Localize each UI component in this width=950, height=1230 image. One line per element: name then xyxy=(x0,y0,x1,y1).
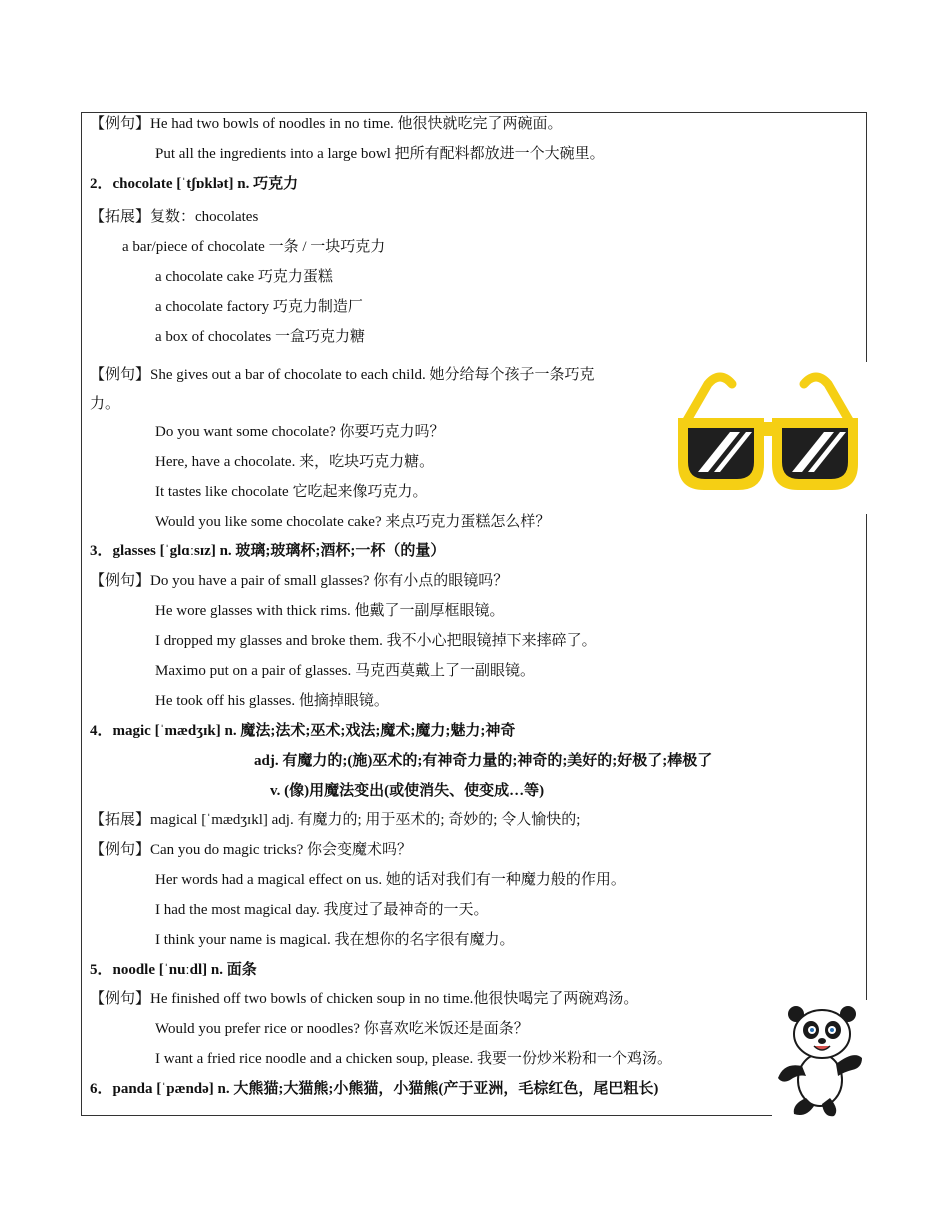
extension-line: a chocolate factory 巧克力制造厂 xyxy=(155,299,363,315)
example-line: He took off his glasses. 他摘掉眼镜。 xyxy=(155,693,389,709)
example-line: Put all the ingredients into a large bowl 把所有配料都放进一个大碗里。 xyxy=(155,146,605,162)
example-line: Her words had a magical effect on us. 她的话对我们有一种魔力般的作用。 xyxy=(155,872,626,888)
entry-heading-panda: 6．panda [ˈpændə] n. 大熊猫;大猫熊;小熊猫，小猫熊(产于亚洲，毛棕红色，尾巴粗长) xyxy=(90,1081,659,1097)
extension-line: 【拓展】magical [ˈmædʒɪkl] adj. 有魔力的; 用于巫术的; 奇妙的; 令人愉快的; xyxy=(90,812,581,828)
entry-heading-glasses: 3．glasses [ˈglɑːsɪz] n. 玻璃;玻璃杯;酒杯;一杯（的量） xyxy=(90,543,446,559)
example-line: I want a fried rice noodle and a chicken soup, please. 我要一份炒米粉和一个鸡汤。 xyxy=(155,1051,672,1067)
example-line: 【例句】He had two bowls of noodles in no time. 他很快就吃完了两碗面。 xyxy=(90,116,563,132)
definition-line: v. (像)用魔法变出(或使消失、使变成…等) xyxy=(270,783,545,799)
example-line: I think your name is magical. 我在想你的名字很有魔力。 xyxy=(155,932,515,948)
example-line: Maximo put on a pair of glasses. 马克西莫戴上了一副眼镜。 xyxy=(155,663,535,679)
example-line: Would you like some chocolate cake? 来点巧克力蛋糕怎么样？ xyxy=(155,514,551,530)
entry-heading-magic: 4．magic [ˈmædʒɪk] n. 魔法;法术;巫术;戏法;魔术;魔力;魅力;神奇 xyxy=(90,723,516,739)
entry-heading-chocolate: 2．chocolate [ˈtʃɒklət] n. 巧克力 xyxy=(90,176,299,192)
example-line: I dropped my glasses and broke them. 我不小心把眼镜掉下来摔碎了。 xyxy=(155,633,597,649)
sunglasses-icon xyxy=(668,362,868,514)
definition-line: adj. 有魔力的;(施)巫术的;有神奇力量的;神奇的;美好的;好极了;棒极了 xyxy=(254,753,713,769)
example-line: 力。 xyxy=(90,396,121,412)
extension-line: 【拓展】复数：chocolates xyxy=(90,209,259,225)
panda-icon xyxy=(772,1000,868,1118)
example-line: 【例句】Do you have a pair of small glasses? 你有小点的眼镜吗？ xyxy=(90,573,509,589)
extension-line: a box of chocolates 一盒巧克力糖 xyxy=(155,329,365,345)
example-line: 【例句】Can you do magic tricks? 你会变魔术吗？ xyxy=(90,842,413,858)
example-line: 【例句】He finished off two bowls of chicken soup in no time.他很快喝完了两碗鸡汤。 xyxy=(90,991,639,1007)
example-line: Here, have a chocolate. 来，吃块巧克力糖。 xyxy=(155,454,435,470)
entry-heading-noodle: 5．noodle [ˈnuːdl] n. 面条 xyxy=(90,962,257,978)
example-line: Do you want some chocolate? 你要巧克力吗？ xyxy=(155,424,445,440)
example-line: It tastes like chocolate 它吃起来像巧克力。 xyxy=(155,484,428,500)
example-line: He wore glasses with thick rims. 他戴了一副厚框眼镜。 xyxy=(155,603,505,619)
example-line: I had the most magical day. 我度过了最神奇的一天。 xyxy=(155,902,489,918)
example-line: Would you prefer rice or noodles? 你喜欢吃米饭还是面条？ xyxy=(155,1021,529,1037)
example-line: 【例句】She gives out a bar of chocolate to each child. 她分给每个孩子一条巧克 xyxy=(90,367,595,383)
extension-line: a bar/piece of chocolate 一条 / 一块巧克力 xyxy=(122,239,386,255)
extension-line: a chocolate cake 巧克力蛋糕 xyxy=(155,269,333,285)
